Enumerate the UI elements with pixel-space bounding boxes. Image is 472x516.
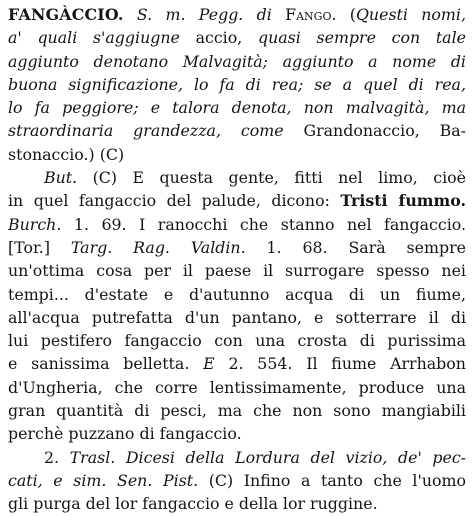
text-segment: 2. 554. Il fiume Arrhabon xyxy=(214,354,466,374)
text-segment xyxy=(243,5,256,24)
text-segment: quasi sempre con tale xyxy=(257,28,466,48)
text-segment: all'acqua putrefatta d'un pantano, e sotterrare il di xyxy=(8,307,466,327)
text-segment: tempi... d'estate e d'autunno acqua di un fiume, xyxy=(8,284,466,304)
text-line xyxy=(8,119,466,142)
text-segment: perchè puzzano di fangaccio. xyxy=(8,424,242,444)
text-line xyxy=(8,352,466,375)
text-segment: di xyxy=(256,5,272,24)
text-segment: Grandonaccio, Ba- xyxy=(283,121,466,141)
text-line xyxy=(8,283,466,306)
text-segment: [Tor.] xyxy=(8,237,71,257)
text-line xyxy=(8,166,466,189)
text-segment: d'Ungheria, che corre lentissimamente, produce una xyxy=(8,377,466,397)
text-segment: . ( xyxy=(331,5,356,24)
text-line xyxy=(8,259,466,282)
text-line xyxy=(8,399,466,422)
text-segment: aggiunto denotano Malvagità; aggiunto a nome di xyxy=(8,51,466,71)
text-segment: (C) Infino a tanto che l'uomo xyxy=(198,470,466,490)
text-segment: buona significazione, lo fa di rea; se a quel di rea, xyxy=(8,74,466,94)
text-line xyxy=(8,376,466,399)
text-line xyxy=(8,213,466,236)
text-segment: lui pestifero fangaccio con una crosta di purissima xyxy=(8,331,466,351)
text-line xyxy=(8,306,466,329)
text-line xyxy=(8,446,466,469)
text-line xyxy=(8,189,466,212)
text-line xyxy=(8,96,466,119)
text-segment: 1. 68. Sarà sempre xyxy=(245,237,466,257)
text-segment: Fango xyxy=(285,5,332,24)
text-segment: lo fa peggiore; e talora denota, non malvagità, ma xyxy=(8,98,466,118)
text-segment: E xyxy=(203,354,215,374)
text-line xyxy=(8,26,466,49)
text-line xyxy=(8,469,466,492)
text-segment: e sanissima belletta. xyxy=(8,354,204,374)
text-segment: gli purga del lor fangaccio e della lor ruggine. xyxy=(8,494,378,514)
text-segment: accio, xyxy=(179,28,258,48)
text-segment xyxy=(272,5,285,24)
text-segment: straordinaria grandezza, come xyxy=(8,121,284,141)
text-segment xyxy=(124,5,137,24)
text-line xyxy=(8,3,466,26)
text-segment: un'ottima cosa per il paese il surrogare spesso nei xyxy=(8,261,466,281)
text-segment: Questi nomi, xyxy=(355,5,466,24)
text-segment: a' quali s'aggiugne xyxy=(8,28,180,48)
text-segment: cati, e sim. Sen. Pist. xyxy=(8,470,199,490)
text-segment: Tristi fummo. xyxy=(340,191,466,211)
text-line xyxy=(8,492,466,515)
text-segment: in quel fangaccio del palude, dicono: xyxy=(8,191,341,211)
text-segment: stonaccio.) (C) xyxy=(8,144,125,164)
text-line xyxy=(8,50,466,73)
text-line xyxy=(8,73,466,96)
text-segment: Trasl. Dicesi della Lordura del vizio, de' pec- xyxy=(69,447,466,467)
text-segment: Burch. xyxy=(8,214,62,234)
text-segment: (C) E questa gente, fitti nel limo, cioè xyxy=(77,168,466,188)
text-line xyxy=(8,143,466,166)
text-segment: FANGÀCCIO. xyxy=(8,5,124,24)
text-segment: 1. 69. I ranocchi che stanno nel fangaccio. xyxy=(61,214,466,234)
text-segment: S. m. Pegg. xyxy=(136,5,244,24)
text-line xyxy=(8,329,466,352)
text-line xyxy=(8,236,466,259)
text-line xyxy=(8,422,466,445)
text-segment: Targ. Rag. Valdin. xyxy=(70,237,246,257)
text-segment: 2. xyxy=(44,447,70,467)
text-segment: But. xyxy=(44,168,78,188)
text-segment: gran quantità di pesci, ma che non sono mangiabili xyxy=(8,401,466,421)
